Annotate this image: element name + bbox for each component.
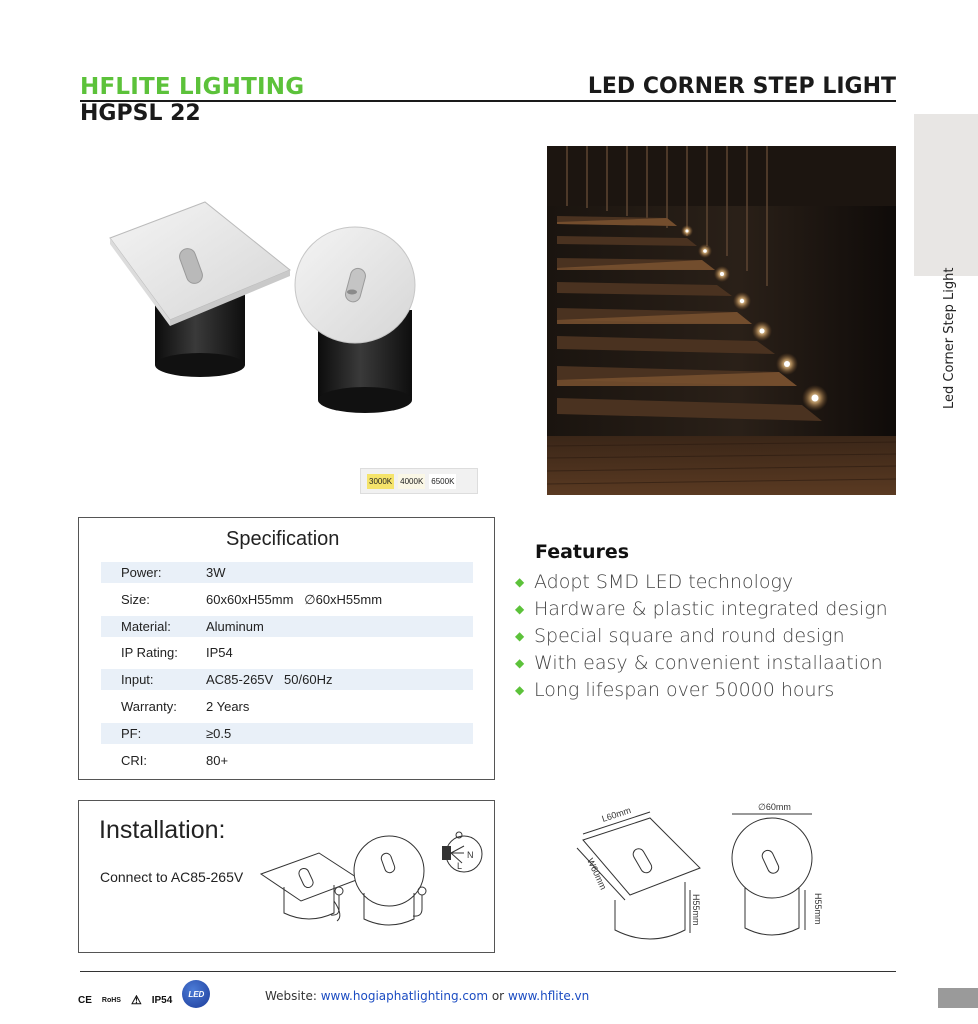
specification-table <box>78 517 495 780</box>
feature-text: Long lifespan over 50000 hours <box>534 678 835 701</box>
spec-value: IP54 <box>206 645 233 660</box>
website-link-hflite[interactable]: www.hflite.vn <box>507 989 590 1003</box>
spec-label: IP Rating: <box>121 645 178 660</box>
spec-label: Power: <box>121 565 162 580</box>
footer-divider <box>80 971 896 972</box>
website-link-hogiaphat[interactable]: www.hogiaphatlighting.com <box>320 989 489 1003</box>
rohs-icon: RoHS <box>101 996 121 1004</box>
cct-option: 6500K <box>429 474 456 489</box>
spec-row <box>101 723 473 744</box>
diamond-bullet-icon: ◆ <box>515 682 525 697</box>
ce-mark-icon: CE <box>78 994 92 1006</box>
dim-round-diameter: ∅60mm <box>758 802 791 812</box>
product-image <box>100 190 480 430</box>
ip-rating-badge: IP54 <box>151 994 173 1006</box>
spec-row <box>101 669 473 690</box>
spec-value: 2 Years <box>206 699 250 714</box>
dim-round-height: H55mm <box>813 893 823 925</box>
diamond-bullet-icon: ◆ <box>515 628 525 643</box>
spec-value: AC85-265V 50/60Hz <box>206 672 333 687</box>
spec-value: 3W <box>206 565 226 580</box>
wiring-neutral: N <box>467 850 474 860</box>
feature-text: Special square and round design <box>534 624 845 647</box>
website-or: or <box>491 989 505 1003</box>
spec-label: Material: <box>121 619 171 634</box>
cct-option: 4000K <box>398 474 425 489</box>
wiring-icon <box>442 832 482 872</box>
feature-item <box>515 649 888 676</box>
spec-row <box>101 616 473 637</box>
model-number: HGPSL 22 <box>80 101 201 126</box>
installation-box <box>78 800 495 953</box>
feature-text: Adopt SMD LED technology <box>534 570 794 593</box>
feature-item <box>515 568 888 595</box>
certification-icons <box>78 986 210 1014</box>
diamond-bullet-icon: ◆ <box>515 655 525 670</box>
spec-row <box>101 750 473 771</box>
installation-diagram <box>259 821 484 946</box>
diamond-bullet-icon: ◆ <box>515 601 525 616</box>
spec-value: Aluminum <box>206 619 264 634</box>
feature-text: With easy & convenient installaation <box>534 651 883 674</box>
spec-label: Input: <box>121 672 154 687</box>
spec-row <box>101 696 473 717</box>
spec-row <box>101 589 473 610</box>
square-step-light <box>110 202 290 377</box>
dim-square-width: W60mm <box>585 856 609 892</box>
page-tab <box>938 988 978 1008</box>
cct-option: 3000K <box>367 474 394 489</box>
side-category-tab <box>914 114 978 409</box>
feature-text: Hardware & plastic integrated design <box>534 597 888 620</box>
specification-title: Specification <box>226 528 340 550</box>
spec-row <box>101 562 473 583</box>
dim-square-length: L60mm <box>600 805 633 824</box>
warning-triangle-icon: ⚠ <box>130 993 142 1007</box>
features-list <box>515 568 888 703</box>
wiring-live: L <box>457 861 463 871</box>
features-title: Features <box>535 541 630 563</box>
spec-label: CRI: <box>121 753 147 768</box>
website-label: Website: <box>265 989 317 1003</box>
feature-item <box>515 676 888 703</box>
spec-label: Warranty: <box>121 699 177 714</box>
side-category-label: Led Corner Step Light <box>942 267 957 409</box>
dim-square-height: H55mm <box>691 894 701 926</box>
led-logo-icon: LED <box>182 980 210 1008</box>
spec-row <box>101 642 473 663</box>
spec-value: 60x60xH55mm ∅60xH55mm <box>206 591 383 607</box>
feature-item <box>515 595 888 622</box>
spec-label: Size: <box>121 592 150 607</box>
round-step-light <box>295 227 415 413</box>
feature-item <box>515 622 888 649</box>
staircase-photo <box>547 146 896 495</box>
spec-value: 80+ <box>206 753 229 768</box>
header-divider <box>80 100 896 102</box>
website-info <box>265 989 589 1003</box>
color-temperature-options <box>360 468 478 494</box>
installation-subtitle: Connect to AC85-265V <box>100 869 244 885</box>
installation-title: Installation: <box>99 816 226 844</box>
spec-label: PF: <box>121 726 142 741</box>
product-title: LED CORNER STEP LIGHT <box>587 74 896 99</box>
dimension-drawing <box>575 800 845 950</box>
brand-name: HFLITE LIGHTING <box>80 74 305 100</box>
diamond-bullet-icon: ◆ <box>515 574 525 589</box>
spec-value: ≥0.5 <box>206 726 232 741</box>
